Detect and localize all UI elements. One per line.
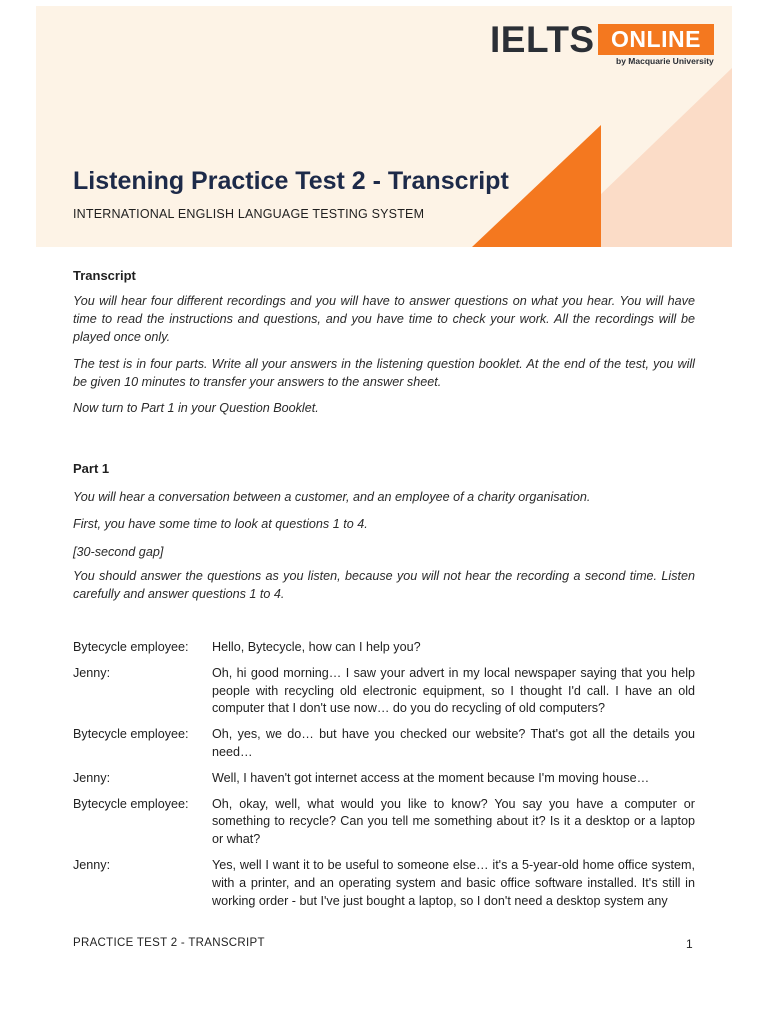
dialogue-turn <box>73 726 695 762</box>
page-number: 1 <box>686 937 693 951</box>
transcript-section <box>73 268 695 283</box>
footer-label: PRACTICE TEST 2 - TRANSCRIPT <box>73 937 265 949</box>
speaker-label: Bytecycle employee: <box>73 640 189 654</box>
dialogue-turn <box>73 665 695 718</box>
speech-text: Oh, yes, we do… but have you checked our website? That's got all the details you need… <box>212 727 695 759</box>
transcript-paragraph: Now turn to Part 1 in your Question Booklet. <box>73 401 319 415</box>
page-subtitle: INTERNATIONAL ENGLISH LANGUAGE TESTING SYSTEM <box>73 207 425 221</box>
speaker-label: Jenny: <box>73 770 111 785</box>
transcript-paragraph: You will hear four different recordings and you will have to answer questions on what you hear. You will have time to read the instructions and questions, and you have time to check your work. All the recordings will be played once only. <box>73 294 695 344</box>
dialogue-turn <box>73 639 695 657</box>
dialogue-turn <box>73 796 695 849</box>
logo-online-box <box>598 24 714 55</box>
part1-paragraph: [30-second gap] <box>73 545 164 559</box>
speaker-label: Bytecycle employee: <box>73 796 189 811</box>
speaker-label: Bytecycle employee: <box>73 727 189 742</box>
speech-text: Yes, well I want it to be useful to someone else… it's a 5-year-old home office system, with a printer, and an operating system and basic office software installed. It's still in working order - but I've just bought a laptop, so I don't need a desktop system any <box>212 857 695 908</box>
section-heading-transcript: Transcript <box>73 268 136 283</box>
dialogue-turn <box>73 770 695 788</box>
header-banner <box>36 6 732 247</box>
dialogue-list <box>73 639 695 918</box>
part1-paragraph: First, you have some time to look at questions 1 to 4. <box>73 517 368 531</box>
logo-ielts-text: IELTS <box>490 19 595 60</box>
page-title: Listening Practice Test 2 - Transcript <box>73 167 509 195</box>
speaker-label: Jenny: <box>73 857 111 872</box>
part1-paragraph: You should answer the questions as you listen, because you will not hear the recording a second time. Listen carefully and answer questions 1 to 4. <box>73 569 695 601</box>
speech-text: Oh, okay, well, what would you like to know? You say you have a computer or something to recycle? Can you tell me something about it? Is it a desktop or a laptop or what? <box>212 796 695 847</box>
speech-text: Well, I haven't got internet access at the moment because I'm moving house… <box>212 770 650 785</box>
logo-online-text: ONLINE <box>611 26 701 52</box>
section-heading-part1: Part 1 <box>73 461 110 476</box>
part1-paragraph: You will hear a conversation between a customer, and an employee of a charity organisation. <box>73 490 591 504</box>
logo-byline: by Macquarie University <box>616 56 714 66</box>
speech-text: Hello, Bytecycle, how can I help you? <box>212 640 421 654</box>
transcript-paragraph: The test is in four parts. Write all your answers in the listening question booklet. At the end of the test, you will be given 10 minutes to transfer your answers to the answer sheet. <box>73 357 695 389</box>
speech-text: Oh, hi good morning… I saw your advert in my local newspaper saying that you help people with recycling old electronic equipment, so I thought I'd call. I have an old computer that I don't use now… do you do recycling of old computers? <box>212 665 695 716</box>
part1-section <box>73 461 695 476</box>
ielts-online-logo <box>490 20 720 70</box>
dialogue-turn <box>73 857 695 910</box>
speaker-label: Jenny: <box>73 665 111 680</box>
